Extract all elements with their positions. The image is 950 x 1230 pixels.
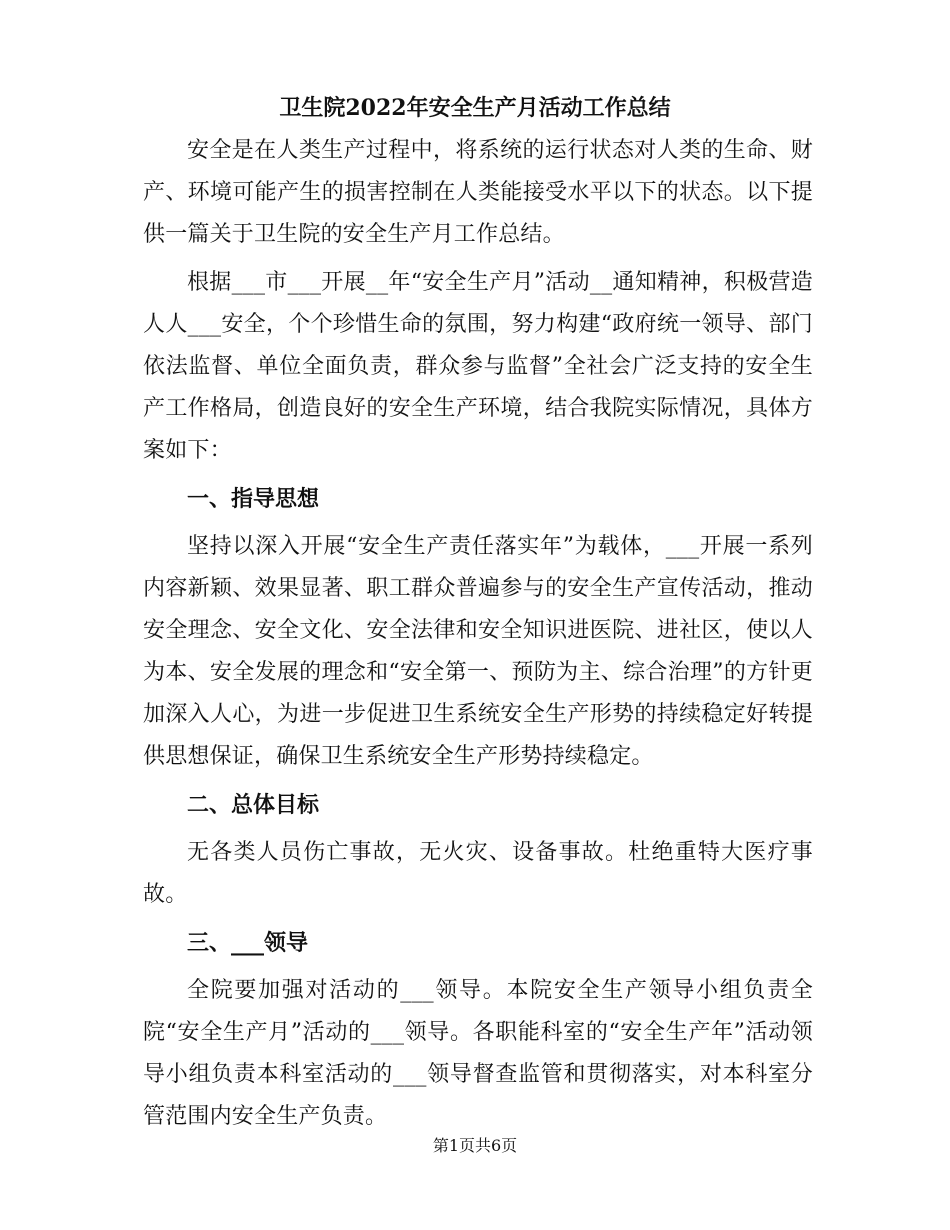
leadership-paragraph: 全院要加强对活动的___领导。本院安全生产领导小组负责全院“安全生产月”活动的___领导。各职能科室的“安全生产年”活动领导小组负责本科室活动的___领导督查监管和贯彻落实，对本科室分管范围内安全生产负责。 [143,978,813,1129]
page-number-footer: 第1页共6页 [432,1136,518,1155]
document-body [143,130,813,1144]
section-heading-leadership: 三、___领导 [187,930,309,956]
overall-goal-paragraph: 无各类人员伤亡事故，无火灾、设备事故。杜绝重特大医疗事故。 [143,840,813,907]
document-title: 卫生院2022年安全生产月活动工作总结 [279,95,671,121]
intro-paragraph: 安全是在人类生产过程中，将系统的运行状态对人类的生命、财产、环境可能产生的损害控制在人类能接受水平以下的状态。以下提供一篇关于卫生院的安全生产月工作总结。 [143,138,813,247]
guiding-ideology-paragraph: 坚持以深入开展“安全生产责任落实年”为载体，___开展一系列内容新颖、效果显著、职工群众普遍参与的安全生产宣传活动，推动安全理念、安全文化、安全法律和安全知识进医院、进社区，使以人为本、安全发展的理念和“安全第一、预防为主、综合治理”的方针更加深入人心，为进一步促进卫生系统安全生产形势的持续稳定好转提供思想保证，确保卫生系统安全生产形势持续稳定。 [143,534,813,769]
section-heading-overall-goal: 二、总体目标 [187,792,320,818]
basis-paragraph: 根据___市___开展__年“安全生产月”活动__通知精神，积极营造人人___安全，个个珍惜生命的氛围，努力构建“政府统一领导、部门依法监督、单位全面负责，群众参与监督”全社会广泛支持的安全生产工作格局，创造良好的安全生产环境，结合我院实际情况，具体方案如下： [143,270,813,463]
section-heading-guiding-ideology: 一、指导思想 [187,486,320,512]
